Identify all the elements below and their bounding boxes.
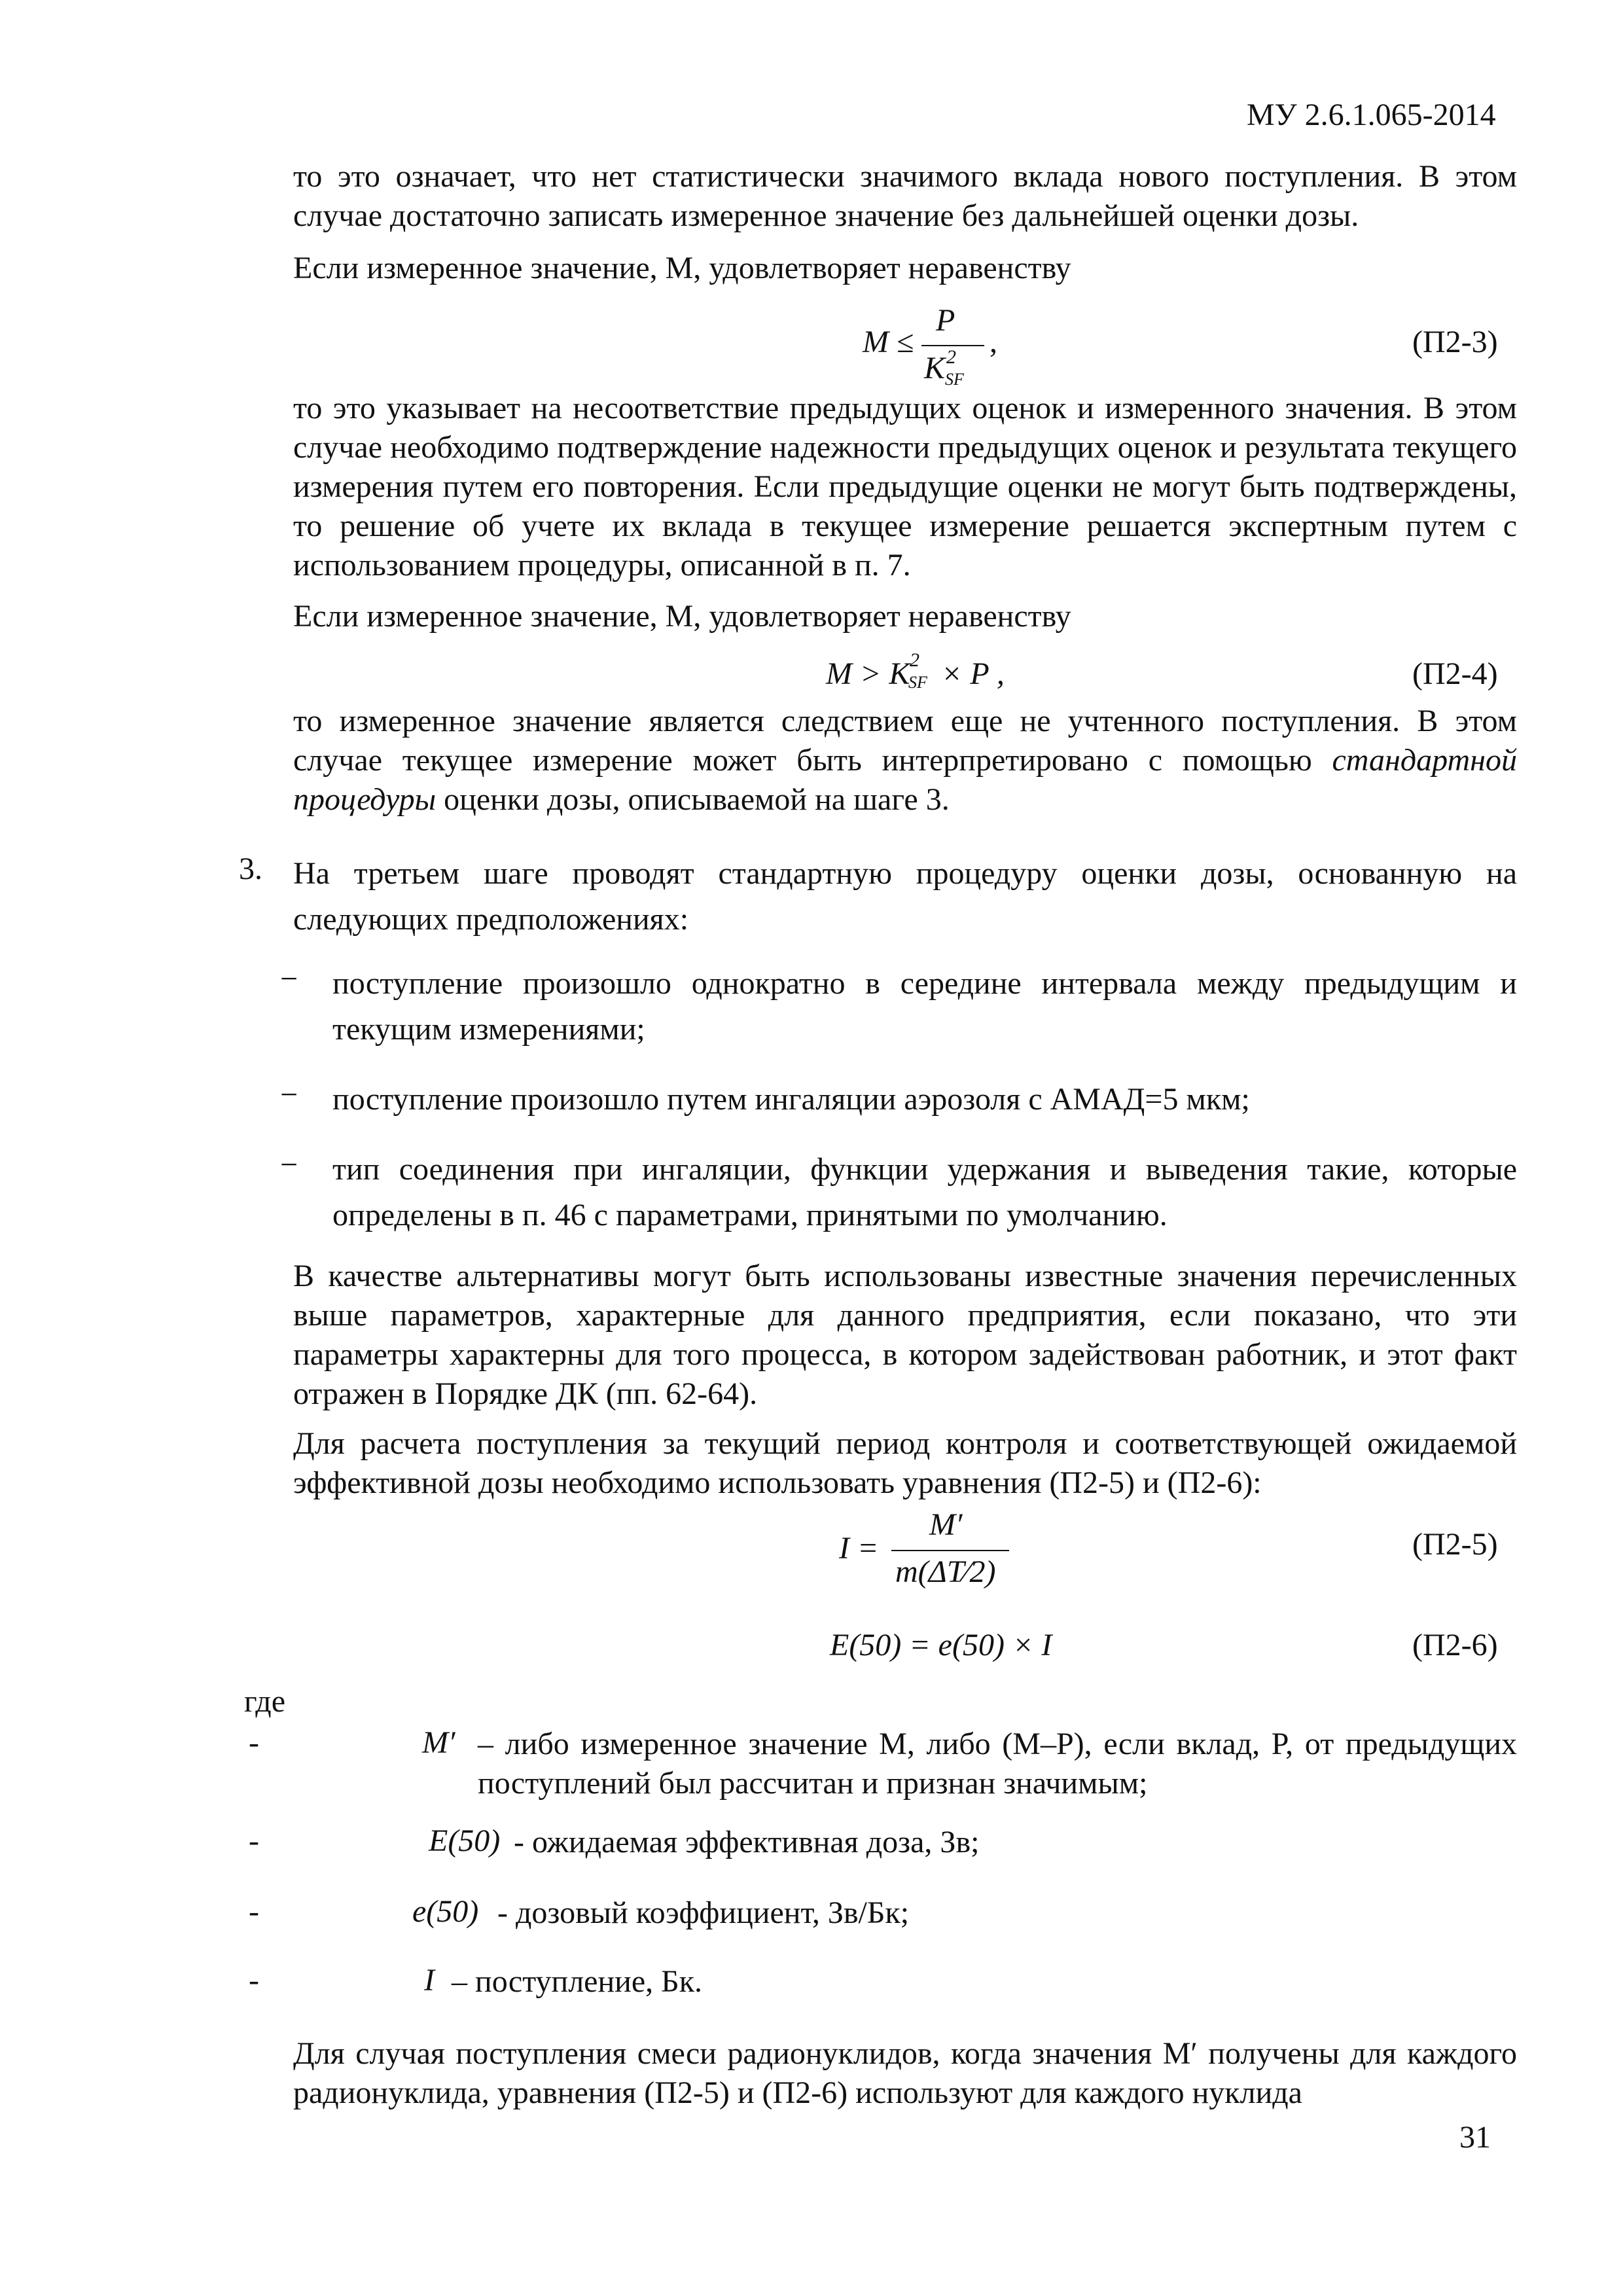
eq-p2-3-numerator: P bbox=[936, 303, 955, 338]
eq-p2-3-lhs: M ≤ bbox=[863, 325, 914, 359]
definition-4-symbol: I bbox=[424, 1963, 435, 1998]
eq-p2-5-lhs: I = bbox=[839, 1531, 879, 1566]
page-number: 31 bbox=[1459, 2120, 1491, 2155]
step-3-number: 3. bbox=[239, 852, 262, 886]
definition-2-dash: - bbox=[249, 1823, 259, 1858]
eq-p2-5-fraction-bar bbox=[891, 1550, 1009, 1551]
definition-2-symbol: E(50) bbox=[429, 1823, 501, 1858]
assumption-2: поступление произошло путем ингаляции аэрозоля с АМАД=5 мкм; bbox=[332, 1082, 1250, 1117]
definition-4-dash: - bbox=[249, 1963, 259, 1998]
eq-p2-4-label: (П2-4) bbox=[1412, 656, 1498, 691]
eq-p2-3-den-sup: 2 bbox=[946, 346, 957, 368]
eq-p2-6-formula: E(50) = e(50) × I bbox=[830, 1628, 1052, 1662]
assumption-3-dash: − bbox=[280, 1147, 298, 1182]
eq-p2-3-den-sub: SF bbox=[945, 370, 964, 389]
eq-p2-6-label: (П2-6) bbox=[1412, 1628, 1498, 1662]
p5-end: оценки дозы, описываемой на шаге 3. bbox=[444, 782, 950, 817]
eq-p2-4-sub: SF bbox=[908, 673, 927, 692]
word-where: где bbox=[244, 1684, 286, 1719]
assumption-3: тип соединения при ингаляции, функции удержания и выведения такие, которые определены в п. 46 с параметрами, принятыми по умолчанию. bbox=[332, 1152, 1517, 1232]
definition-2-text: - ожидаемая эффективная доза, Зв; bbox=[514, 1825, 980, 1859]
eq-p2-5-label: (П2-5) bbox=[1412, 1527, 1498, 1562]
assumption-1: поступление произошло однократно в середине интервала между предыдущим и текущим измерениями; bbox=[332, 966, 1517, 1047]
paragraph-mismatch: то это указывает на несоответствие предыдущих оценок и измеренного значения. В этом случае необходимо подтверждение надежности предыдущих оценок и результата текущего измерения путем его повторения. Если предыдущие оценки не могут быть подтверждены, то решение об учете их вклада в текущее измерение решается экспертным путем с использованием процедуры, описанной в п. 7. bbox=[293, 391, 1517, 583]
eq-p2-3-den-base: K bbox=[924, 351, 946, 386]
p5-start: то измеренное значение является следствием еще не учтенного поступления. В этом случае текущее измерение может быть интерпретировано с помощью bbox=[293, 704, 1517, 778]
paragraph-mixture: Для случая поступления смеси радионуклидов, когда значения M′ получены для каждого радионуклида, уравнения (П2-5) и (П2-6) используют для каждого нуклида bbox=[293, 2036, 1517, 2110]
definition-1-text: – либо измеренное значение M, либо (M–P), если вклад, P, от предыдущих поступлений был рассчитан и признан значимым; bbox=[478, 1727, 1517, 1801]
document-code: МУ 2.6.1.065-2014 bbox=[1247, 98, 1496, 132]
eq-p2-4-rhs: × P , bbox=[941, 656, 1005, 691]
paragraph-if-measured-1: Если измеренное значение, М, удовлетворяет неравенству bbox=[293, 251, 1071, 285]
definition-3-symbol: e(50) bbox=[412, 1894, 479, 1929]
definition-1-symbol: M′ bbox=[422, 1725, 455, 1760]
assumption-1-dash: − bbox=[280, 961, 298, 996]
step-3-text: На третьем шаге проводят стандартную процедуру оценки дозы, основанную на следующих предположениях: bbox=[293, 856, 1517, 937]
definition-3-text: - дозовый коэффициент, Зв/Бк; bbox=[497, 1895, 910, 1930]
paragraph-if-measured-2: Если измеренное значение, М, удовлетворяет неравенству bbox=[293, 599, 1071, 634]
paragraph-calculation: Для расчета поступления за текущий период контроля и соответствующей ожидаемой эффективной дозы необходимо использовать уравнения (П2-5) и (П2-6): bbox=[293, 1426, 1517, 1500]
eq-p2-4-lhs: M > K bbox=[826, 656, 910, 691]
definition-3-dash: - bbox=[249, 1894, 259, 1929]
eq-p2-5-numerator: M′ bbox=[929, 1507, 963, 1542]
eq-p2-3-denominator bbox=[924, 346, 974, 389]
assumption-2-dash: − bbox=[280, 1077, 298, 1112]
eq-p2-4-sup: 2 bbox=[910, 649, 919, 671]
eq-p2-3-tail: , bbox=[990, 325, 997, 359]
paragraph-not-accounted bbox=[293, 702, 1517, 819]
p5-italic: стандартной процедуры bbox=[293, 743, 1517, 817]
definition-4-text: – поступление, Бк. bbox=[452, 1964, 703, 1999]
eq-p2-5-denominator: m(ΔT⁄2) bbox=[895, 1554, 996, 1589]
eq-p2-3-label: (П2-3) bbox=[1412, 325, 1498, 359]
definition-1-dash: - bbox=[249, 1725, 259, 1760]
paragraph-alternative: В качестве альтернативы могут быть использованы известные значения перечисленных выше параметров, характерные для данного предприятия, если показано, что эти параметры характерны для того процесса, в котором задействован работник, и этот факт отражен в Порядке ДК (пп. 62-64). bbox=[293, 1259, 1517, 1411]
paragraph-no-contribution: то это означает, что нет статистически значимого вклада нового поступления. В этом случае достаточно записать измеренное значение без дальнейшей оценки дозы. bbox=[293, 159, 1517, 233]
